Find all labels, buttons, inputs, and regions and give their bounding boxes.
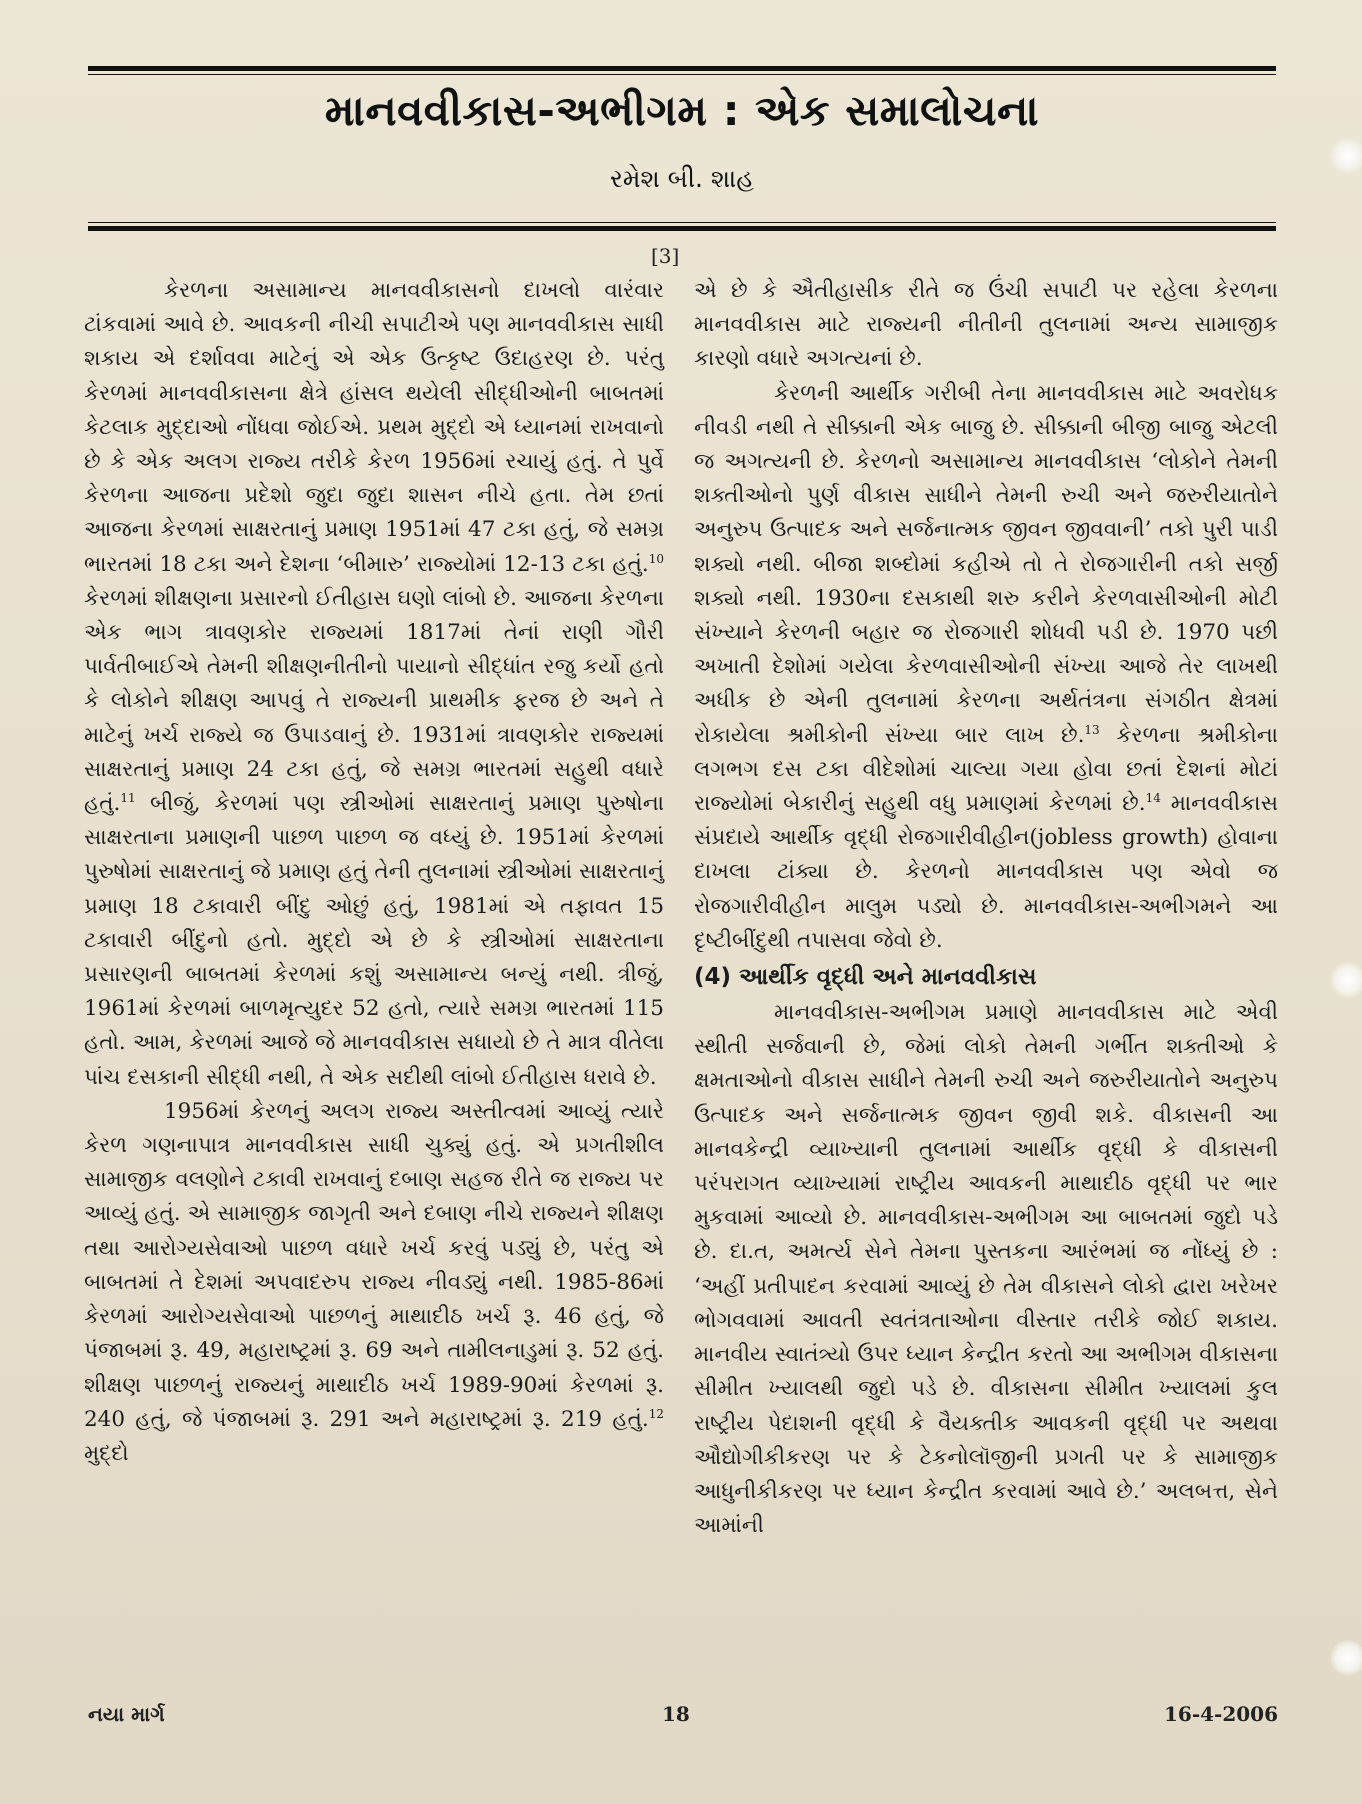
top-rule xyxy=(88,66,1276,71)
header-bottom-rule xyxy=(88,226,1276,231)
right-column xyxy=(694,274,1278,1543)
article-title: માનવવીકાસ-અભીગમ : એક સમાલોચના xyxy=(324,86,1040,135)
paragraph: કેરળની આર્થીક ગરીબી તેના માનવવીકાસ માટે અવરોધક નીવડી નથી તે સીક્કાની એક બાજુ છે. સીક્કાની બીજી બાજુ એટલી જ અગત્યની છે. કેરળનો અસામાન્ય માનવવીકાસ ‘લોકોને તેમની શક્તીઓનો પુર્ણ વીકાસ સાધીને તેમની રુચી અને જરુરીયાતોને અનુરુપ ઉત્પાદક અને સર્જનાત્મક જીવન જીવવાની’ તકો પુરી પાડી શક્યો નથી. બીજા શબ્દોમાં કહીએ તો તે રોજગારીની તકો સર્જી શક્યો નથી. 1930ના દસકાથી શરુ કરીને કેરળવાસીઓની મોટી સંખ્યાને કેરળની બહાર જ રોજગારી શોધવી પડી છે. 1970 પછી અખાતી દેશોમાં ગયેલા કેરળવાસીઓની સંખ્યા આજે તેર લાખથી અધીક છે એની તુલનામાં કેરળના અર્થતંત્રના સંગઠીત ક્ષેત્રમાં રોકાયેલા શ્રમીકોની સંખ્યા બાર લાખ છે.$^{13}$ કેરળના શ્રમીકોના લગભગ દસ ટકા વીદેશોમાં ચાલ્યા ગયા હોવા છતાં દેશનાં મોટાં રાજ્યોમાં બેકારીનું સહુથી વધુ પ્રમાણમાં કેરળમાં છે.$^{14}$ માનવવીકાસ સંપ્રદાયે આર્થીક વૃદ્ધી રોજગારીવીહીન(jobless growth) હોવાના દાખલા ટાંક્યા છે. કેરળનો માનવવીકાસ પણ એવો જ રોજગારીવીહીન માલુમ પડ્યો છે. માનવવીકાસ-અભીગમને આ દૃષ્ટીબીંદુથી તપાસવા જેવો છે. xyxy=(694,380,1278,953)
staple-hole-icon xyxy=(1330,138,1362,174)
page-number: 18 xyxy=(662,1702,690,1726)
paragraph: કેરળના અસામાન્ય માનવવીકાસનો દાખલો વારંવાર ટાંકવામાં આવે છે. આવકની નીચી સપાટીએ પણ માનવવીકાસ સાધી શકાય એ દર્શાવવા માટેનું એ એક ઉત્કૃષ્ટ ઉદાહરણ છે. પરંતુ કેરળમાં માનવવીકાસના ક્ષેત્રે હાંસલ થયેલી સીદ્ધીઓની બાબતમાં કેટલાક મુદ્દાઓ નોંધવા જોઈએ. પ્રથમ મુદ્દો એ ધ્યાનમાં રાખવાનો છે કે એક અલગ રાજ્ય તરીકે કેરળ 1956માં રચાયું હતું. તે પુર્વે કેરળના આજના પ્રદેશો જુદા જુદા શાસન નીચે હતા. તેમ છતાં આજના કેરળમાં સાક્ષરતાનું પ્રમાણ 1951માં 47 ટકા હતું, જે સમગ્ર ભારતમાં 18 ટકા અને દેશના ‘બીમારુ’ રાજ્યોમાં 12-13 ટકા હતું.$^{10}$ કેરળમાં શીક્ષણના પ્રસારનો ઈતીહાસ ઘણો લાંબો છે. આજના કેરળના એક ભાગ ત્રાવણકોર રાજ્યમાં 1817માં તેનાં રાણી ગૌરી પાર્વતીબાઈએ તેમની શીક્ષણનીતીનો પાયાનો સીદ્ધાંત રજુ કર્યો હતો કે લોકોને શીક્ષણ આપવું તે રાજ્યની પ્રાથમીક ફરજ છે અને તે માટેનું ખર્ચ રાજ્યે જ ઉપાડવાનું છે. 1931માં ત્રાવણકોર રાજ્યમાં સાક્ષરતાનું પ્રમાણ 24 ટકા હતું, જે સમગ્ર ભારતમાં સહુથી વધારે હતું.$^{11}$ બીજું, કેરળમાં પણ સ્ત્રીઓમાં સાક્ષરતાનું પ્રમાણ પુરુષોના સાક્ષરતાના પ્રમાણની પાછળ પાછળ જ વધ્યું છે. 1951માં કેરળમાં પુરુષોમાં સાક્ષરતાનું જે પ્રમાણ હતું તેની તુલનામાં સ્ત્રીઓમાં સાક્ષરતાનું પ્રમાણ 18 ટકાવારી બીંદુ ઓછું હતું, 1981માં એ તફાવત 15 ટકાવારી બીંદુનો હતો. મુદ્દો એ છે કે સ્ત્રીઓમાં સાક્ષરતાના પ્રસારણની બાબતમાં કેરળમાં કશું અસામાન્ય બન્યું નથી. ત્રીજું, 1961માં કેરળમાં બાળમૃત્યુદર 52 હતો, ત્યારે સમગ્ર ભારતમાં 115 હતો. આમ, કેરળમાં આજે જે માનવવીકાસ સધાયો છે તે માત્ર વીતેલા પાંચ દસકાની સીદ્ધી નથી, તે એક સદીથી લાંબો ઈતીહાસ ધરાવે છે. xyxy=(84,278,664,1090)
paragraph: 1956માં કેરળનું અલગ રાજ્ય અસ્તીત્વમાં આવ્યું ત્યારે કેરળ ગણનાપાત્ર માનવવીકાસ સાધી ચુક્યું હતું. એ પ્રગતીશીલ સામાજીક વલણોને ટકાવી રાખવાનું દબાણ સહજ રીતે જ રાજ્ય પર આવ્યું હતું. એ સામાજીક જાગૃતી અને દબાણ નીચે રાજ્યને શીક્ષણ તથા આરોગ્યસેવાઓ પાછળ વધારે ખર્ચ કરવું પડ્યું છે, પરંતુ એ બાબતમાં તે દેશમાં અપવાદરુપ રાજ્ય નીવડ્યું નથી. 1985-86માં કેરળમાં આરોગ્યસેવાઓ પાછળનું માથાદીઠ ખર્ચ રૂ. 46 હતું, જે પંજાબમાં રૂ. 49, મહારાષ્ટ્રમાં રૂ. 69 અને તામીલનાડુમાં રૂ. 52 હતું. શીક્ષણ પાછળનું રાજ્યનું માથાદીઠ ખર્ચ 1989-90માં કેરળમાં રૂ. 240 હતું, જે પંજાબમાં રૂ. 291 અને મહારાષ્ટ્રમાં રૂ. 219 હતું.$^{12}$ મુદ્દો xyxy=(84,1098,664,1466)
section-number: [3] xyxy=(651,244,680,268)
header-bottom-rule-thin xyxy=(88,222,1276,223)
paragraph: એ છે કે ઐતીહાસીક રીતે જ ઉંચી સપાટી પર રહેલા કેરળના માનવવીકાસ માટે રાજ્યની નીતીની તુલનામાં અન્ય સામાજીક કારણો વધારે અગત્યનાં છે. xyxy=(694,278,1278,372)
paragraph: માનવવીકાસ-અભીગમ પ્રમાણે માનવવીકાસ માટે એવી સ્થીતી સર્જવાની છે, જેમાં લોકો તેમની ગર્ભીત શક્તીઓ કે ક્ષમતાઓનો વીકાસ સાધીને તેમની રુચી અને જરુરીયાતોને અનુરુપ ઉત્પાદક અને સર્જનાત્મક જીવન જીવી શકે. વીકાસની આ માનવકેન્દ્રી વ્યાખ્યાની તુલનામાં આર્થીક વૃદ્ધી કે વીકાસની પરંપરાગત વ્યાખ્યામાં રાષ્ટ્રીય આવકની માથાદીઠ વૃદ્ધી પર ભાર મુકવામાં આવ્યો છે. માનવવીકાસ-અભીગમ આ બાબતમાં જુદો પડે છે. દા.ત, અમર્ત્ય સેને તેમના પુસ્તકના આરંભમાં જ નોંધ્યું છે : ‘અહીં પ્રતીપાદન કરવામાં આવ્યું છે તેમ વીકાસને લોકો દ્વારા ખરેખર ભોગવવામાં આવતી સ્વતંત્રતાઓના વીસ્તાર તરીકે જોઈ શકાય. માનવીય સ્વાતંત્ર્યો ઉપર ધ્યાન કેન્દ્રીત કરતો આ અભીગમ વીકાસના સીમીત ખ્યાલથી જુદો પડે છે. વીકાસના સીમીત ખ્યાલમાં કુલ રાષ્ટ્રીય પેદાશની વૃદ્ધી કે વૈયક્તીક આવકની વૃદ્ધી પર અથવા ઔદ્યોગીકીકરણ પર કે ટેકનોલૉજીની પ્રગતી પર કે સામાજીક આધુનીકીકરણ પર ધ્યાન કેન્દ્રીત કરવામાં આવે છે.’ અલબત્ત, સેને આમાંની xyxy=(694,1000,1278,1539)
publication-name: નયા માર્ગ xyxy=(88,1702,165,1726)
article-author: રમેશ બી. શાહ xyxy=(609,164,755,193)
staple-hole-icon xyxy=(1330,1640,1362,1676)
left-column xyxy=(84,274,664,1471)
issue-date: 16-4-2006 xyxy=(1163,1702,1278,1726)
staple-hole-icon xyxy=(1330,962,1362,998)
section-heading: (4) આર્થીક વૃદ્ધી અને માનવવીકાસ xyxy=(694,964,1037,991)
top-rule-thin xyxy=(88,74,1276,75)
